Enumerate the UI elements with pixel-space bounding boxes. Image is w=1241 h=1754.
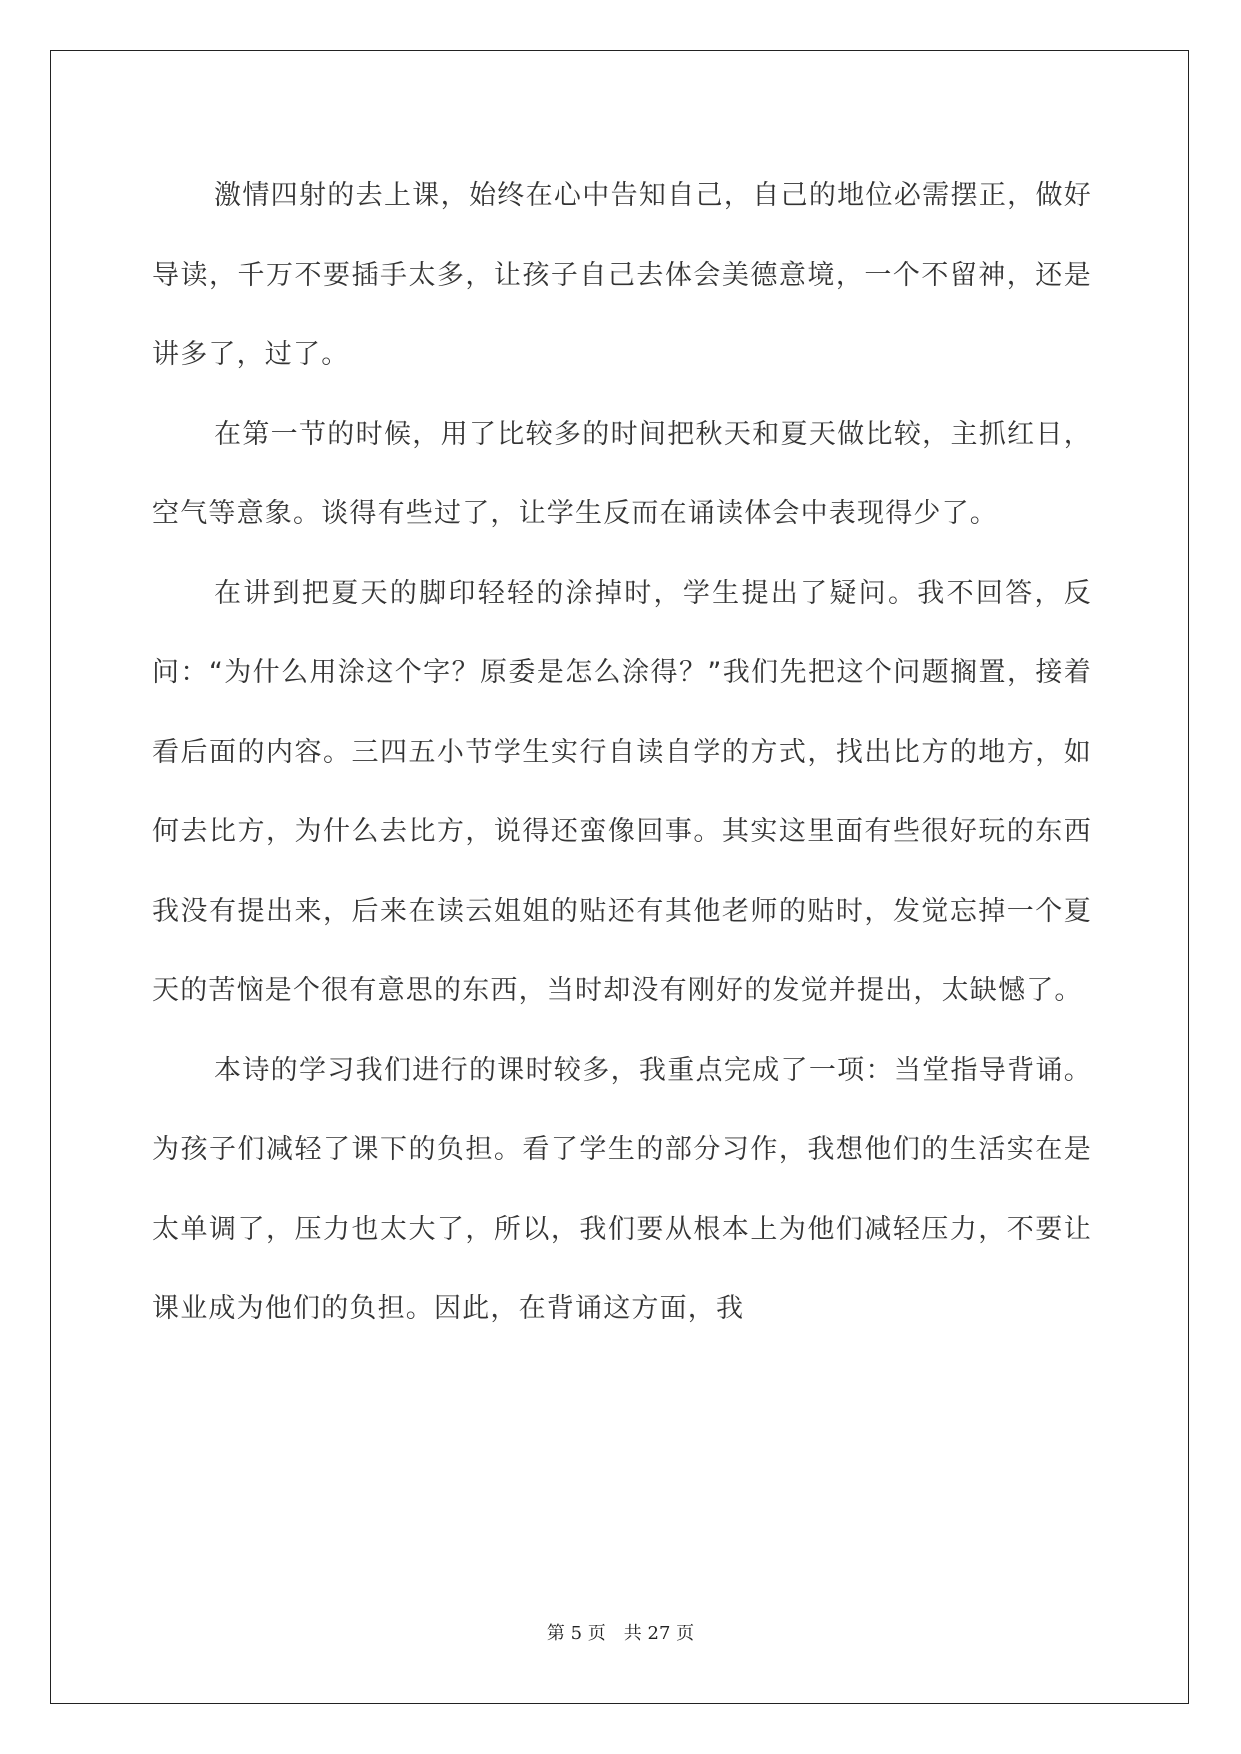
paragraph: 本诗的学习我们进行的课时较多，我重点完成了一项：当堂指导背诵。为孩子们减轻了课下的负担。看了学生的部分习作，我想他们的生活实在是太单调了，压力也太大了，所以，我们要从根本上为他们减轻压力，不要让课业成为他们的负担。因此，在背诵这方面，我 <box>152 1054 1092 1324</box>
paragraph: 激情四射的去上课，始终在心中告知自己，自己的地位必需摆正，做好导读，千万不要插手太多，让孩子自己去体会美德意境，一个不留神，还是讲多了，过了。 <box>152 180 1092 370</box>
paragraph: 在讲到把夏天的脚印轻轻的涂掉时，学生提出了疑问。我不回答，反问：“为什么用涂这个字？原委是怎么涂得？”我们先把这个问题搁置，接着看后面的内容。三四五小节学生实行自读自学的方式，找出比方的地方，如何去比方，为什么去比方，说得还蛮像回事。其实这里面有些很好玩的东西我没有提出来，后来在读云姐姐的贴还有其他老师的贴时，发觉忘掉一个夏天的苦恼是个很有意思的东西，当时却没有刚好的发觉并提出，太缺憾了。 <box>152 577 1092 1006</box>
document-body <box>152 156 1092 1349</box>
page-number-footer: 第 5 页 共 27 页 <box>546 1623 695 1644</box>
paragraph: 在第一节的时候，用了比较多的时间把秋天和夏天做比较，主抓红日，空气等意象。谈得有些过了，让学生反而在诵读体会中表现得少了。 <box>152 418 1092 529</box>
